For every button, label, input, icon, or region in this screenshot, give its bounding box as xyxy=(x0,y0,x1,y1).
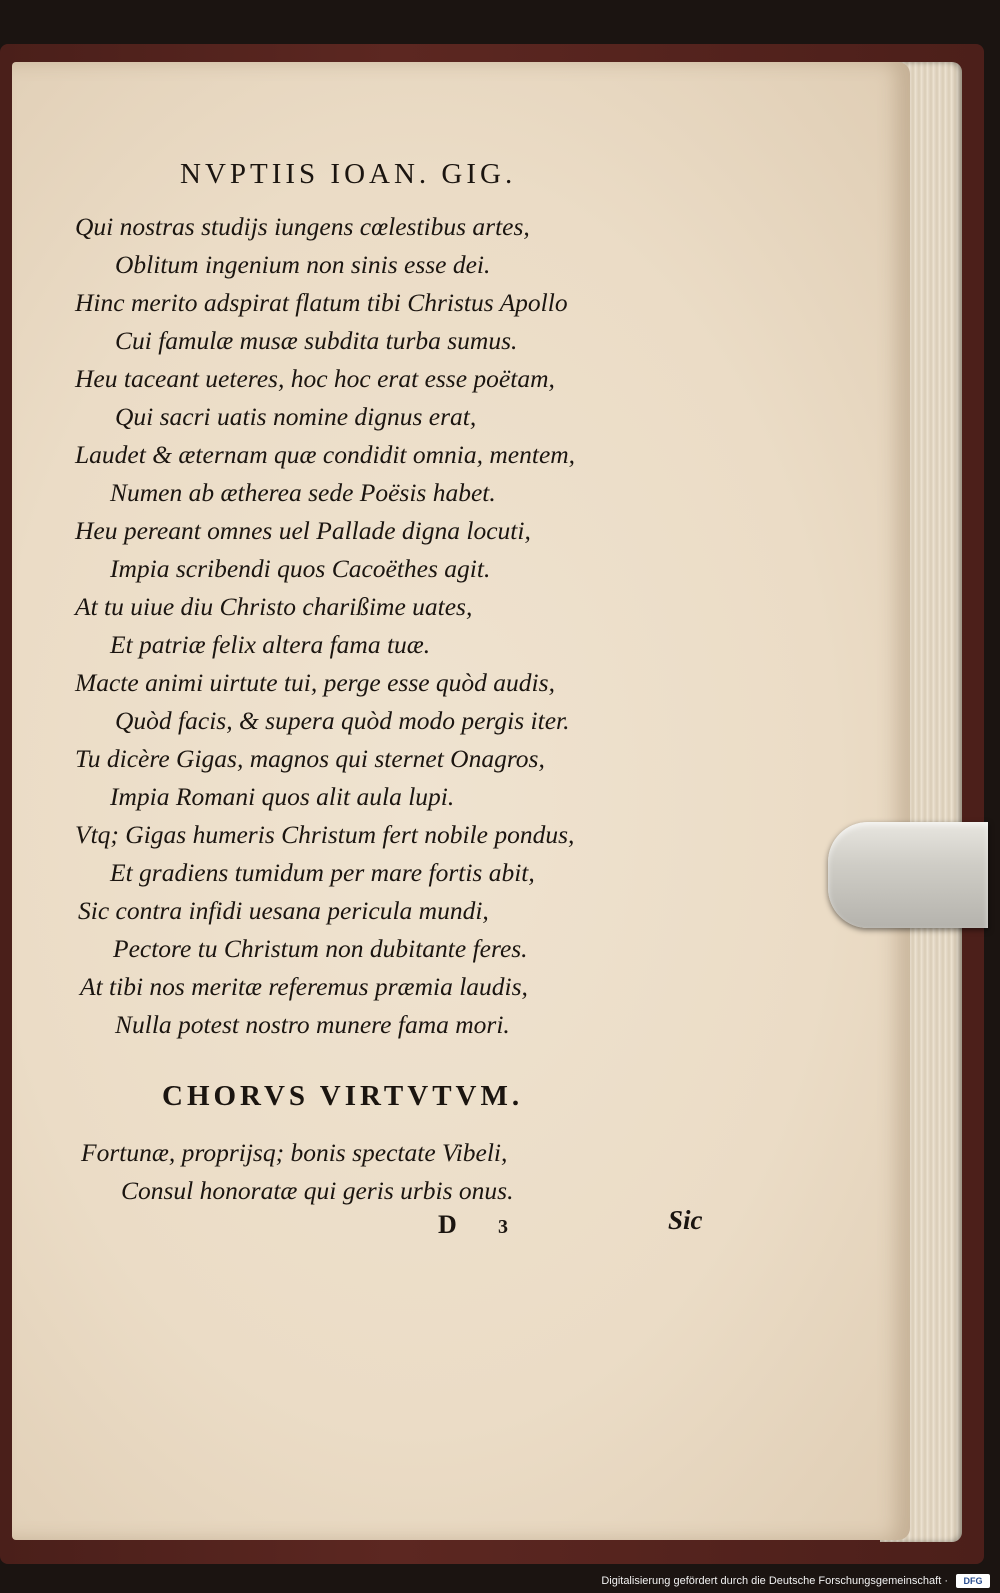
signature-letter: D xyxy=(438,1210,457,1239)
verse-line: Cui famulæ musæ subdita turba sumus. xyxy=(115,326,518,355)
verse-line: Et gradiens tumidum per mare fortis abit, xyxy=(110,858,535,887)
catchword: Sic xyxy=(668,1205,703,1235)
signature-number: 3 xyxy=(498,1216,508,1238)
verse-line: At tu uiue diu Christo charißime uates, xyxy=(75,592,473,621)
footer-bar xyxy=(0,1567,1000,1593)
section-heading: CHORVS VIRTVTVM. xyxy=(162,1080,524,1112)
verse-line: Numen ab ætherea sede Poësis habet. xyxy=(110,478,496,507)
verse-line: Et patriæ felix altera fama tuæ. xyxy=(110,630,431,659)
verse-line: Pectore tu Christum non dubitante feres. xyxy=(113,934,528,963)
verse-line: Qui sacri uatis nomine dignus erat, xyxy=(115,402,477,431)
verse-line: Impia scribendi quos Cacoëthes agit. xyxy=(110,554,491,583)
verse-line: Quòd facis, & supera quòd modo pergis iter. xyxy=(115,706,570,735)
verse-line: Sic contra infidi uesana pericula mundi, xyxy=(78,896,489,925)
verse-line: Heu pereant omnes uel Pallade digna locuti, xyxy=(75,516,531,545)
verse-line: Heu taceant ueteres, hoc hoc erat esse poëtam, xyxy=(75,364,555,393)
verse-line: At tibi nos meritæ referemus præmia laudis, xyxy=(80,972,528,1001)
verse-line: Qui nostras studijs iungens cœlestibus artes, xyxy=(75,212,530,241)
verse-line: Nulla potest nostro munere fama mori. xyxy=(115,1010,510,1039)
verse-line: Vtq; Gigas humeris Christum fert nobile pondus, xyxy=(75,820,575,849)
running-head: NVPTIIS IOAN. GIG. xyxy=(180,158,517,190)
footer-credit: Digitalisierung gefördert durch die Deutsche Forschungsgemeinschaft · xyxy=(601,1575,948,1587)
clasp-weight xyxy=(828,822,988,928)
dfg-logo: DFG xyxy=(956,1574,990,1588)
verse-line: Hinc merito adspirat flatum tibi Christus Apollo xyxy=(75,288,568,317)
chorus-line: Fortunæ, proprijsq; bonis spectate Vibeli, xyxy=(81,1138,508,1167)
verse-line: Laudet & æternam quæ condidit omnia, mentem, xyxy=(75,440,576,469)
verse-line: Macte animi uirtute tui, perge esse quòd audis, xyxy=(75,668,555,697)
verse-line: Oblitum ingenium non sinis esse dei. xyxy=(115,250,491,279)
verse-line: Impia Romani quos alit aula lupi. xyxy=(110,782,455,811)
chorus-line: Consul honoratæ qui geris urbis onus. xyxy=(121,1176,514,1205)
verse-line: Tu dicère Gigas, magnos qui sternet Onagros, xyxy=(75,744,545,773)
